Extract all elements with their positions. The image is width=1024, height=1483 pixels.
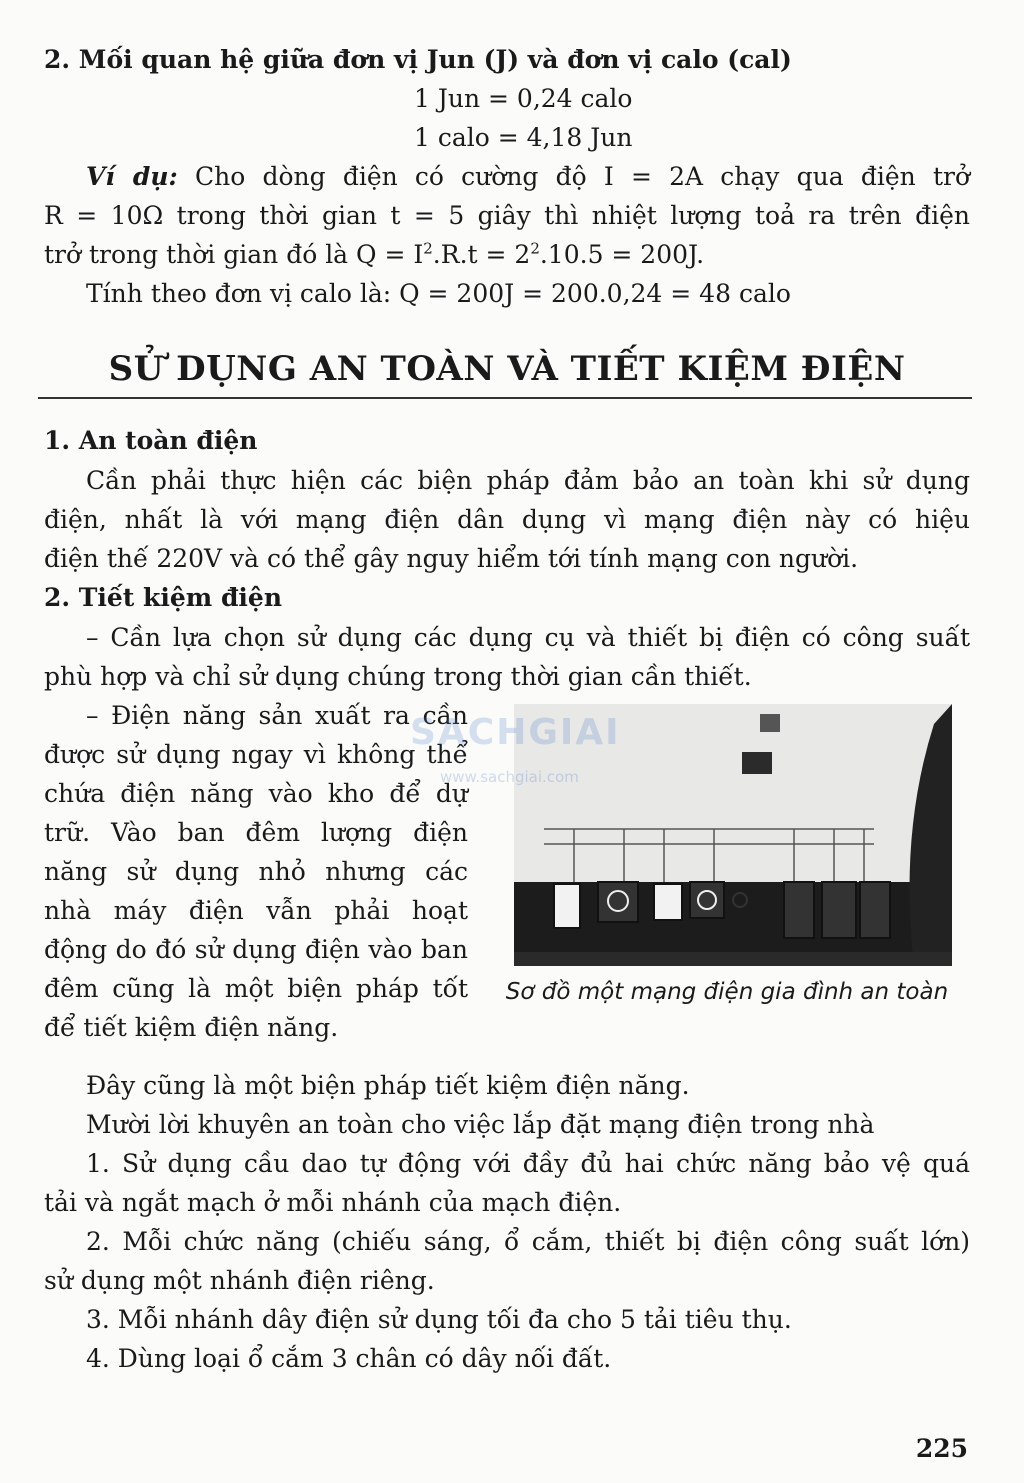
figure-caption: Sơ đồ một mạng điện gia đình an toàn (505, 979, 949, 1005)
tip-4: 4. Dùng loại ổ cắm 3 chân có dây nối đất. (86, 1344, 612, 1373)
paragraph-line: – Điện năng sản xuất ra cần (86, 701, 468, 730)
paragraph-line: năng sử dụng nhỏ nhưng các (44, 857, 468, 886)
equation-calorie-to-joule: 1 calo = 4,18 Jun (414, 123, 633, 152)
chapter-title: SỬ DỤNG AN TOÀN VÀ TIẾT KIỆM ĐIỆN (108, 349, 906, 389)
left-column-text (44, 696, 468, 1047)
example-line-2: R = 10Ω trong thời gian t = 5 giây thì nhiệt lượng toả ra trên điện (44, 201, 970, 230)
example-label: Ví dụ: (86, 162, 178, 191)
paragraph-line: động do đó sử dụng điện vào ban (44, 935, 468, 964)
paragraph-line: để tiết kiệm điện năng. (44, 1013, 339, 1042)
section-heading-joule-calorie: 2. Mối quan hệ giữa đơn vị Jun (J) và đơn vị calo (cal) (44, 45, 792, 74)
saving-text-1: – Cần lựa chọn sử dụng các dụng cụ và thiết bị điện có công suất (86, 623, 970, 652)
tip-2-line-1: 2. Mỗi chức năng (chiếu sáng, ổ cắm, thiết bị điện công suất lớn) (86, 1227, 970, 1256)
paragraph-line: trữ. Vào ban đêm lượng điện (44, 818, 468, 847)
saving-text-2: phù hợp và chỉ sử dụng chúng trong thời gian cần thiết. (44, 662, 752, 691)
calorie-calculation: Tính theo đơn vị calo là: Q = 200J = 200.0,24 = 48 calo (86, 279, 791, 308)
paragraph-line: được sử dụng ngay vì không thể (44, 740, 468, 769)
page-number: 225 (915, 1434, 968, 1463)
watermark-logo: SACHGIAI (410, 712, 621, 753)
tips-intro: Mười lời khuyên an toàn cho việc lắp đặt mạng điện trong nhà (86, 1110, 875, 1139)
measure-line: Đây cũng là một biện pháp tiết kiệm điện năng. (86, 1071, 690, 1100)
example-text-1: Cho dòng điện có cường độ I = 2A chạy qua điện trở (194, 162, 971, 191)
tip-1-line-1: 1. Sử dụng cầu dao tự động với đầy đủ hai chức năng bảo vệ quá (86, 1149, 970, 1178)
safety-text-2: điện, nhất là với mạng điện dân dụng vì mạng điện này có hiệu (44, 505, 970, 534)
tip-3: 3. Mỗi nhánh dây điện sử dụng tối đa cho 5 tải tiêu thụ. (86, 1305, 792, 1334)
paragraph-line: nhà máy điện vẫn phải hoạt (44, 896, 468, 925)
title-divider (38, 397, 972, 399)
safety-text-1: Cần phải thực hiện các biện pháp đảm bảo an toàn khi sử dụng (86, 466, 970, 495)
safety-text-3: điện thế 220V và có thể gây nguy hiểm tới tính mạng con người. (44, 544, 859, 573)
example-line-1 (44, 157, 970, 196)
paragraph-line: chứa điện năng vào kho để dự (44, 779, 468, 808)
example-line-3: trở trong thời gian đó là $Q = I^2.R.t = 2^2.10.5 = 200J$. (44, 239, 705, 269)
equation-joule-to-calorie: 1 Jun = 0,24 calo (414, 84, 633, 113)
heading-energy-saving: 2. Tiết kiệm điện (44, 583, 283, 612)
watermark-url: www.sachgiai.com (440, 768, 579, 786)
tip-1-line-2: tải và ngắt mạch ở mỗi nhánh của mạch điện. (44, 1188, 622, 1217)
paragraph-line: đêm cũng là một biện pháp tốt (44, 974, 468, 1003)
page-content (44, 40, 970, 1378)
heading-electrical-safety: 1. An toàn điện (44, 426, 258, 455)
tip-2-line-2: sử dụng một nhánh điện riêng. (44, 1266, 435, 1295)
